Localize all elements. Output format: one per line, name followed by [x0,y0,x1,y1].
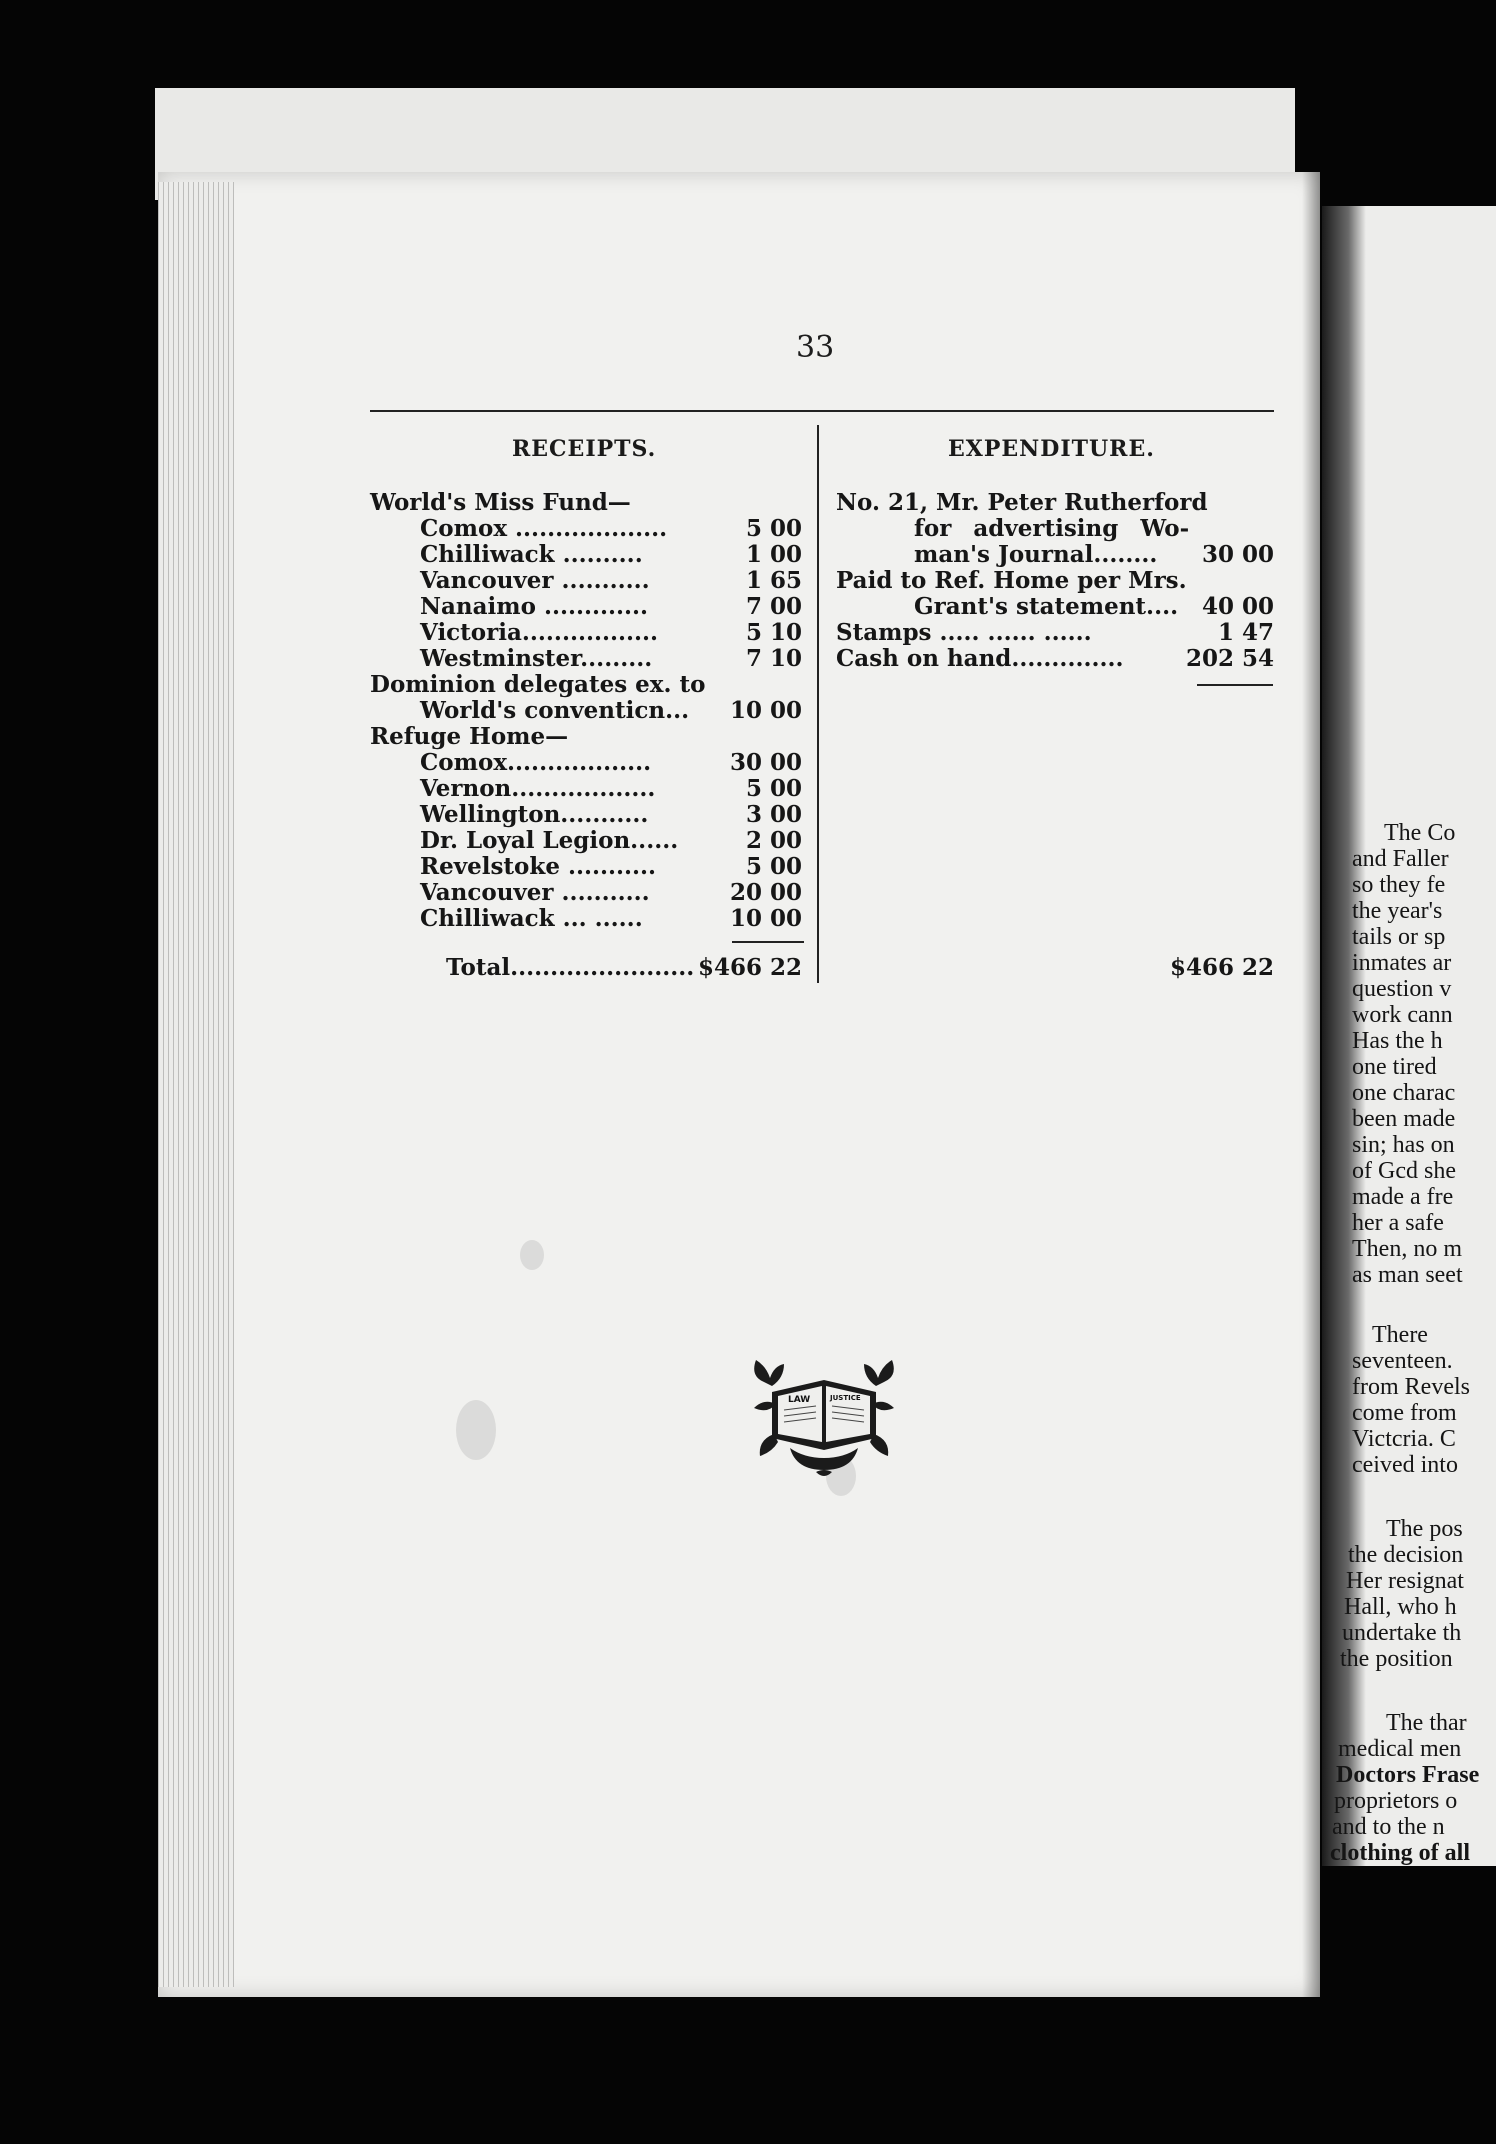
expenditure-row [836,489,1274,515]
receipt-row [370,879,802,905]
facing-page [1322,206,1496,1866]
facing-page-line: as man seet [1352,1262,1463,1288]
facing-page-line: sin; has on [1352,1132,1455,1158]
facing-page-line: Her resignat [1346,1568,1464,1594]
facing-page-line: the decision [1348,1542,1464,1568]
receipt-amount: 7 00 [745,593,802,620]
facing-page-line: her a safe [1352,1210,1444,1236]
receipts-total-label: Total....................... [446,954,695,981]
facing-page-line: medical men [1338,1736,1462,1762]
expenditure-label: No. 21, Mr. Peter Rutherford [836,489,1208,516]
expenditure-total-amount: $466 22 [1169,954,1274,981]
expenditure-label: for advertising Wo- [914,515,1190,542]
receipt-row [370,645,802,671]
receipt-row [370,801,802,827]
facing-page-line: made a fre [1352,1184,1454,1210]
emblem-left-word: LAW [788,1395,811,1405]
facing-page-line: clothing of all [1330,1840,1471,1866]
facing-page-line: the year's [1352,898,1443,924]
receipts-total-amount: $466 22 [697,954,802,981]
facing-page-line: seventeen. [1352,1348,1453,1374]
facing-page-line: work cann [1352,1002,1453,1028]
receipt-row [370,697,802,723]
receipt-row [370,567,802,593]
receipt-amount: 5 10 [745,619,802,646]
expenditure-label: Stamps ..... ...... ...... [836,619,1092,646]
receipt-amount: 5 00 [745,853,802,880]
expenditure-label: Paid to Ref. Home per Mrs. [836,567,1187,594]
facing-page-line: The Co [1384,820,1456,846]
page-edges [158,182,234,1987]
expenditure-amount: 40 00 [1201,593,1274,620]
receipt-amount: 1 00 [745,541,802,568]
receipt-row [370,593,802,619]
facing-page-line: There [1372,1322,1428,1348]
receipt-label: Refuge Home— [370,723,569,750]
expenditure-row [836,593,1274,619]
receipt-amount: 5 00 [745,515,802,542]
receipt-label: Dominion delegates ex. to [370,671,706,698]
receipt-label: Comox ................... [420,515,668,542]
receipt-row [370,619,802,645]
facing-page-line: Hall, who h [1344,1594,1457,1620]
expenditure-heading: EXPENDITURE. [948,436,1155,462]
book-emblem-icon [744,1352,904,1482]
expenditure-label: Grant's statement.... [914,593,1179,620]
facing-page-line: so they fe [1352,872,1446,898]
receipts-heading: RECEIPTS. [512,436,657,462]
book-emblem-ornament [744,1352,904,1482]
receipt-amount: 10 00 [729,697,802,724]
facing-page-line: question v [1352,976,1452,1002]
receipt-amount: 3 00 [745,801,802,828]
receipt-label: World's conventicn... [420,697,690,724]
header-rule [370,410,1274,412]
facing-page-line: come from [1352,1400,1457,1426]
receipt-label: Vancouver ........... [420,879,650,906]
receipt-label: Comox.................. [420,749,652,776]
receipt-row [370,515,802,541]
facing-page-line: tails or sp [1352,924,1446,950]
facing-page-line: inmates ar [1352,950,1452,976]
receipt-amount: 7 10 [745,645,802,672]
receipt-label: Chilliwack ... ...... [420,905,643,932]
expenditure-label: man's Journal........ [914,541,1158,568]
facing-page-line: undertake th [1342,1620,1462,1646]
facing-page-line: Doctors Frase [1336,1762,1480,1788]
page-number: 33 [796,330,835,365]
receipt-label: Wellington........... [420,801,649,828]
expenditure-row [836,541,1274,567]
receipt-amount: 2 00 [745,827,802,854]
receipt-label: Revelstoke ........... [420,853,657,880]
facing-page-line: proprietors o [1334,1788,1458,1814]
receipt-amount: 30 00 [729,749,802,776]
receipt-amount: 1 65 [745,567,802,594]
facing-page-line: ceived into [1352,1452,1458,1478]
expenditure-amount: 202 54 [1185,645,1274,672]
receipt-label: Chilliwack .......... [420,541,643,568]
receipt-row [370,541,802,567]
expenditure-amount: 1 47 [1217,619,1274,646]
receipt-label: Dr. Loyal Legion...... [420,827,679,854]
receipt-row [370,827,802,853]
emblem-right-word: JUSTICE [830,1394,861,1402]
facing-page-line: Victcria. C [1352,1426,1456,1452]
receipt-label: Westminster......... [420,645,653,672]
expenditure-amount: 30 00 [1201,541,1274,568]
receipt-amount: 20 00 [729,879,802,906]
facing-page-line: from Revels [1352,1374,1470,1400]
paper-stain [456,1400,496,1460]
expenditure-sum-rule [1197,684,1273,686]
expenditure-row [836,619,1274,645]
receipt-label: Victoria................. [420,619,659,646]
receipt-row [370,775,802,801]
receipt-row [370,489,802,515]
receipt-row [370,671,802,697]
facing-page-line: one tired [1352,1054,1437,1080]
expenditure-row [836,567,1274,593]
facing-page-line: of Gcd she [1352,1158,1456,1184]
expenditure-total-row [836,954,1274,980]
facing-page-line: Has the h [1352,1028,1443,1054]
fold-shadow [1302,172,1320,1997]
facing-page-line: and Faller [1352,846,1449,872]
facing-page-line: and to the n [1332,1814,1445,1840]
receipt-row [370,853,802,879]
receipt-row [370,749,802,775]
receipt-row [370,905,802,931]
receipt-row [370,723,802,749]
receipts-sum-rule [732,941,804,943]
paper-stain [520,1240,544,1270]
receipts-total-row [370,954,802,980]
facing-page-line: The thar [1386,1710,1467,1736]
facing-page-line: been made [1352,1106,1456,1132]
receipt-label: Vernon.................. [420,775,656,802]
column-divider [817,425,819,983]
facing-page-line: Then, no m [1352,1236,1462,1262]
receipt-amount: 10 00 [729,905,802,932]
facing-page-line: the position [1340,1646,1453,1672]
receipt-label: World's Miss Fund— [370,489,631,516]
expenditure-row [836,645,1274,671]
receipt-label: Vancouver ........... [420,567,650,594]
expenditure-label: Cash on hand.............. [836,645,1124,672]
receipt-label: Nanaimo ............. [420,593,649,620]
receipt-amount: 5 00 [745,775,802,802]
expenditure-row [836,515,1274,541]
facing-page-line: one charac [1352,1080,1456,1106]
facing-page-line: The pos [1386,1516,1463,1542]
